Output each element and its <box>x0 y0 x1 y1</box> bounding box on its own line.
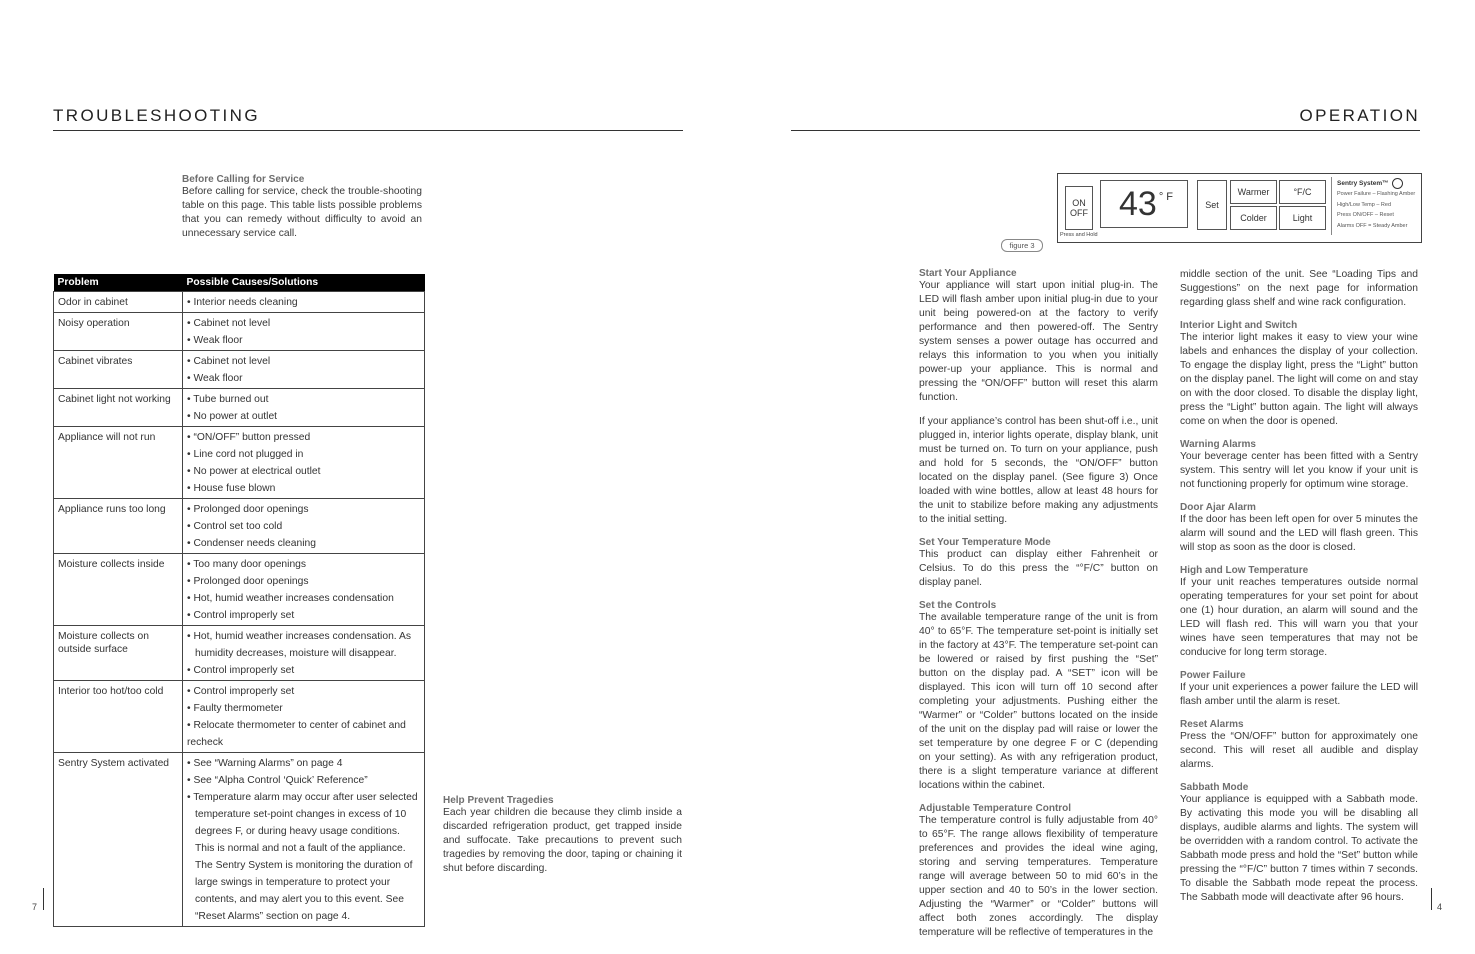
solutions-cell <box>183 499 425 554</box>
solutions-cell <box>183 626 425 681</box>
operation-column-2 <box>1180 268 1418 915</box>
header-rule-left <box>53 130 683 131</box>
operation-section <box>919 803 1158 940</box>
display-panel-figure <box>1057 173 1422 243</box>
section-heading: Power Failure <box>1180 670 1246 681</box>
sentry-title: Sentry System™ <box>1337 180 1389 188</box>
sentry-line: Press ON/OFF – Reset <box>1337 212 1394 218</box>
problem-cell: Noisy operation <box>54 313 183 351</box>
operation-section <box>919 600 1158 793</box>
operation-section <box>1180 565 1418 660</box>
table-row <box>54 292 425 313</box>
before-calling-heading: Before Calling for Service <box>182 174 305 185</box>
table-row <box>54 389 425 427</box>
operation-section <box>1180 268 1418 310</box>
operation-section <box>1180 502 1418 555</box>
operation-section <box>919 537 1158 590</box>
solution-item: • Line cord not plugged in <box>187 449 304 460</box>
solution-item: • Tube burned out <box>187 394 269 405</box>
solution-item: • Interior needs cleaning <box>187 297 298 308</box>
operation-section <box>1180 320 1418 429</box>
help-prevent-section <box>443 795 682 876</box>
operation-section <box>1180 670 1418 709</box>
solution-item: • Cabinet not level <box>187 318 271 329</box>
operation-section <box>1180 719 1418 772</box>
solution-item: • Hot, humid weather increases condensation. As humidity decreases, moisture will disappear. <box>187 631 411 659</box>
page-header-operation: OPERATION <box>1299 106 1420 125</box>
section-heading: Set Your Temperature Mode <box>919 537 1051 548</box>
problem-cell: Moisture collects on outside surface <box>54 626 183 681</box>
page-header-troubleshooting: TROUBLESHOOTING <box>53 106 260 125</box>
operation-section <box>919 415 1158 527</box>
section-text: Your appliance will start upon initial plug-in. The LED will flash amber upon initial plug-in due to your unit being powered-on at the factory to verify performance and then powered-off. The Sentry system senses a power outage has occurred and relays this information to you when you initially power-up your appliance. This is normal and pressing the “ON/OFF” button will reset this alarm function. <box>919 280 1158 403</box>
section-text: The interior light makes it easy to view your wine labels and enhances the display of your collection. To engage the display light, press the “Light” button on the display panel. The light will come on and stay on with the door closed. To disable the display light, press the “Light” button again. The light will always come on when the door is opened. <box>1180 332 1418 427</box>
problem-cell: Appliance runs too long <box>54 499 183 554</box>
solution-item: • Cabinet not level <box>187 356 271 367</box>
section-heading: Door Ajar Alarm <box>1180 502 1256 513</box>
temperature-unit: ° F <box>1158 191 1174 203</box>
solution-item: • Control improperly set <box>187 686 295 697</box>
warmer-button: Warmer <box>1230 180 1277 204</box>
solution-item: • Weak floor <box>187 373 243 384</box>
section-text: This product can display either Fahrenheit or Celsius. To do this press the “°F/C” button on display panel. <box>919 549 1158 588</box>
before-calling-text: Before calling for service, check the trouble-shooting table on this page. This table lists possible problems that you can remedy without difficulty to avoid an unnecessary service call. <box>182 186 422 239</box>
temperature-value: 43 <box>1119 185 1157 223</box>
column-header-solutions: Possible Causes/Solutions <box>183 274 425 292</box>
solution-item: • Faulty thermometer <box>187 703 283 714</box>
help-prevent-text: Each year children die because they climb inside a discarded refrigeration product, get trapped inside and suffocate. Take precautions to prevent such tragedies by removing the door, taping or chaining it shut before discarding. <box>443 807 682 874</box>
solution-item: • Relocate thermometer to center of cabinet and recheck <box>187 720 406 748</box>
table-row <box>54 313 425 351</box>
table-row <box>54 427 425 499</box>
sentry-line: Power Failure – Flashing Amber <box>1337 191 1416 197</box>
operation-section <box>1180 782 1418 905</box>
table-row <box>54 554 425 626</box>
troubleshooting-table <box>53 274 425 927</box>
section-heading: Reset Alarms <box>1180 719 1244 730</box>
section-heading: Adjustable Temperature Control <box>919 803 1072 814</box>
section-text: Your beverage center has been fitted with a Sentry system. This sentry will let you know if your unit is not functioning properly for optimum wine storage. <box>1180 451 1418 490</box>
solution-item: • See “Alpha Control ‘Quick’ Reference” <box>187 775 368 786</box>
problem-cell: Odor in cabinet <box>54 292 183 313</box>
fc-button: °F/C <box>1279 180 1326 204</box>
solution-item: • House fuse blown <box>187 483 276 494</box>
section-heading: Interior Light and Switch <box>1180 320 1298 331</box>
section-text: Press the “ON/OFF” button for approximately one second. This will reset all audible and display alarms. <box>1180 731 1418 770</box>
section-text: If your unit experiences a power failure the LED will flash amber until the alarm is reset. <box>1180 682 1418 707</box>
problem-cell: Moisture collects inside <box>54 554 183 626</box>
operation-section <box>919 268 1158 405</box>
table-row <box>54 626 425 681</box>
solution-item: • Prolonged door openings <box>187 576 309 587</box>
solution-item: • Too many door openings <box>187 559 307 570</box>
section-heading: Sabbath Mode <box>1180 782 1249 793</box>
solutions-cell <box>183 681 425 753</box>
colder-button: Colder <box>1230 206 1277 230</box>
problem-cell: Appliance will not run <box>54 427 183 499</box>
table-row <box>54 681 425 753</box>
sentry-line: High/Low Temp – Red <box>1337 201 1392 208</box>
solution-item: • Prolonged door openings <box>187 504 309 515</box>
temperature-display <box>1100 180 1188 228</box>
solutions-cell <box>183 753 425 927</box>
section-heading: Start Your Appliance <box>919 268 1017 279</box>
page-marker-right <box>1431 888 1432 910</box>
solutions-cell <box>183 554 425 626</box>
section-text: The available temperature range of the unit is from 40° to 65°F. The temperature set-point is initially set in the factory at 43°F. The temperature set-point can be lowered or raised by first pushing the “Set” button on the display pad. A “SET” icon will be displayed. This icon will turn off 10 second after completing your adjustments. Pushing either the “Warmer” or “Colder” buttons located on the inside of the unit on the display pad will raise or lower the set temperature by one degree F or C (depending on your setting). As with any refrigeration product, there is a slight temperature variance at different locations within the cabinet. <box>919 612 1158 791</box>
table-row <box>54 351 425 389</box>
on-label: ON <box>1072 198 1086 208</box>
solution-item: • Control set too cold <box>187 521 283 532</box>
table-body <box>54 292 425 927</box>
solution-item: • Control improperly set <box>187 610 295 621</box>
section-text: If the door has been left open for over 5 minutes the alarm will sound and the LED will flash green. This will stop as soon as the door is closed. <box>1180 514 1418 553</box>
set-button: Set <box>1197 180 1227 230</box>
problem-cell: Sentry System activated <box>54 753 183 927</box>
section-heading: High and Low Temperature <box>1180 565 1309 576</box>
solutions-cell <box>183 389 425 427</box>
solution-item: • Condenser needs cleaning <box>187 538 316 549</box>
light-button: Light <box>1279 206 1326 230</box>
section-heading: Set the Controls <box>919 600 997 611</box>
solutions-cell <box>183 351 425 389</box>
help-prevent-heading: Help Prevent Tragedies <box>443 795 554 806</box>
solutions-cell <box>183 292 425 313</box>
troubleshooting-table-wrap <box>53 274 425 927</box>
problem-cell: Interior too hot/too cold <box>54 681 183 753</box>
sentry-line: Alarms OFF = Steady Amber <box>1337 222 1408 229</box>
problem-cell: Cabinet light not working <box>54 389 183 427</box>
table-row <box>54 753 425 927</box>
solutions-cell <box>183 427 425 499</box>
led-indicator-icon <box>1392 178 1403 189</box>
solution-item: • Weak floor <box>187 335 243 346</box>
operation-section <box>1180 439 1418 492</box>
table-header-row <box>54 274 425 292</box>
sentry-legend <box>1337 178 1419 231</box>
solution-item: • No power at electrical outlet <box>187 466 321 477</box>
header-rule-right <box>791 130 1420 131</box>
section-heading: Warning Alarms <box>1180 439 1256 450</box>
solution-item: • No power at outlet <box>187 411 278 422</box>
section-text: If your appliance’s control has been shut-off i.e., unit plugged in, interior lights operate, display blank, unit must be turned on. To turn on your appliance, push and hold for 5 seconds, the “ON/OFF” button located on the display panel. (See figure 3) Once loaded with wine bottles, allow at least 48 hours for the unit to stabilize before making any adjustments to the initial setting. <box>919 416 1158 525</box>
problem-cell: Cabinet vibrates <box>54 351 183 389</box>
solution-item: • Control improperly set <box>187 665 295 676</box>
solution-item: • Hot, humid weather increases condensation <box>187 593 394 604</box>
on-off-button <box>1065 186 1093 230</box>
solutions-cell <box>183 313 425 351</box>
section-text: If your unit reaches temperatures outside normal operating temperatures for your set point for about one (1) hour duration, an alarm will sound and the LED will flash red. This will warn you that your wines have seen temperatures that may not be conducive for long term storage. <box>1180 577 1418 658</box>
press-hold-label: Press and Hold <box>1060 232 1098 238</box>
solution-item: • “ON/OFF” button pressed <box>187 432 311 443</box>
section-text: middle section of the unit. See “Loading Tips and Suggestions” on the next page for information regarding glass shelf and wine rack configuration. <box>1180 269 1418 308</box>
page-marker-left <box>43 888 44 910</box>
off-label: OFF <box>1070 208 1088 218</box>
solution-item: • See “Warning Alarms” on page 4 <box>187 758 343 769</box>
section-text: The temperature control is fully adjustable from 40° to 65°F. The range allows flexibility of temperature preferences and provides the ideal wine aging, storing and serving temperatures. Temperature range will average between 50 to mid 60’s in the upper section and 40 to 50’s in the lower section. Adjusting the “Warmer” or “Colder” buttons will affect both zones accordingly. The display temperature will be reflective of temperatures in the <box>919 815 1158 938</box>
before-calling-section <box>182 174 422 241</box>
operation-column-1 <box>919 268 1158 950</box>
figure-caption: figure 3 <box>1001 239 1043 252</box>
page-number-right: 4 <box>1437 902 1443 912</box>
table-row <box>54 499 425 554</box>
sentry-title-row <box>1337 178 1419 189</box>
page-number-left: 7 <box>32 902 38 912</box>
column-header-problem: Problem <box>54 274 183 292</box>
solution-item: • Temperature alarm may occur after user selected temperature set-point changes in excess of 10 degrees F, or during heavy usage conditions. This is normal and not a fault of the appliance. The Sentry System is monitoring the duration of large swings in temperature to protect your contents, and may alert you to this event. See “Reset Alarms” section on page 4. <box>187 792 418 922</box>
section-text: Your appliance is equipped with a Sabbath mode. By activating this mode you will be disabling all displays, audible alarms and lights. The system will be overridden with a random control. To activate the Sabbath mode press and hold the “Set” button while pressing the “°F/C” button 7 times within 7 seconds. To disable the Sabbath mode repeat the process. The Sabbath mode will deactivate after 96 hours. <box>1180 794 1418 903</box>
panel-divider <box>1331 177 1332 235</box>
